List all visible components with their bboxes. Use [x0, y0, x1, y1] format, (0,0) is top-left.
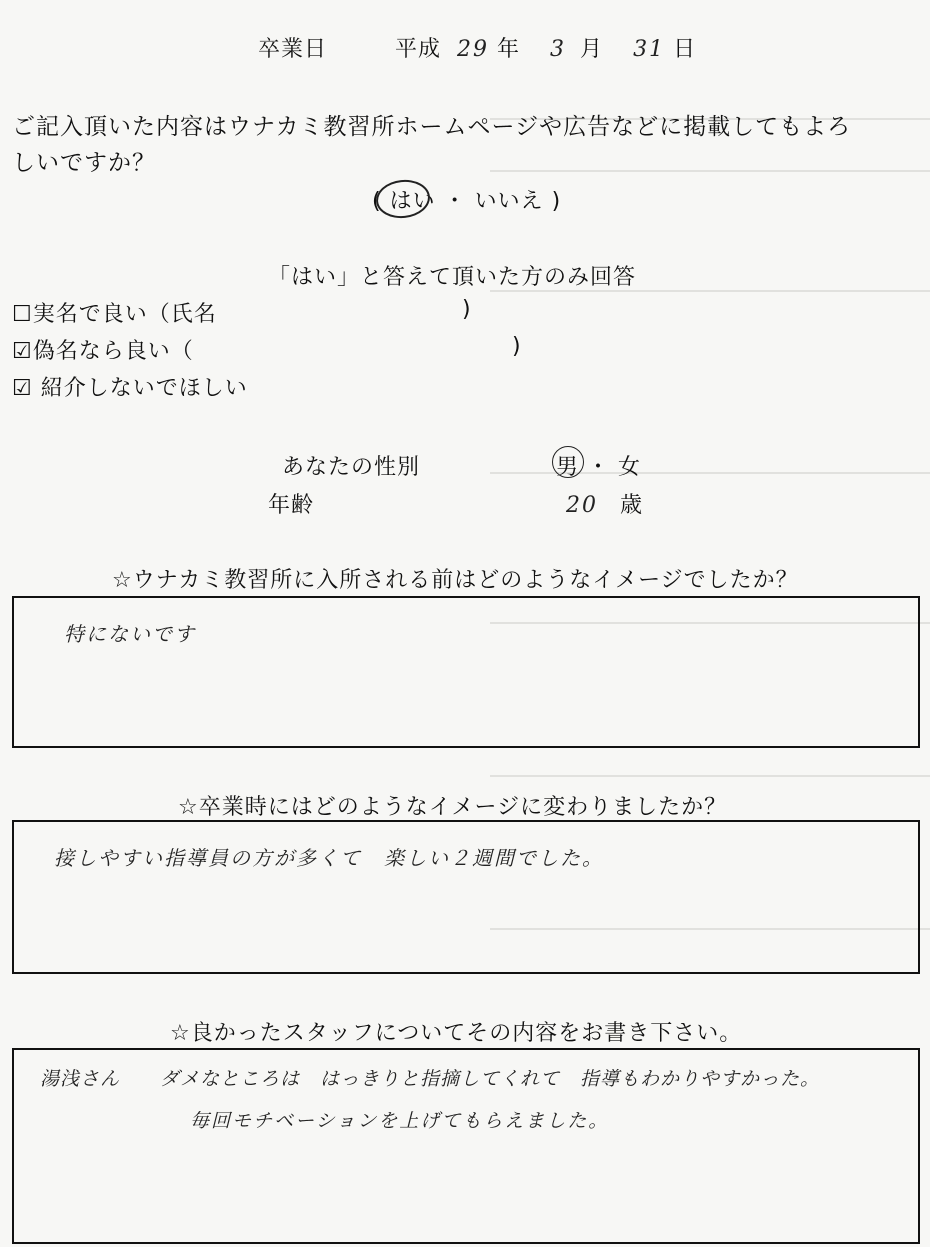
age-value: 20 — [566, 493, 598, 518]
answer-text-line: 湯浅さん ダメなところは はっきりと指摘してくれて 指導もわかりやすかった。 — [40, 1068, 821, 1090]
year-value: 29 — [457, 37, 490, 62]
name-option-real-close: ) — [462, 297, 472, 322]
day-unit: 日 — [673, 37, 697, 62]
year-unit: 年 — [497, 37, 521, 62]
consent-no-option[interactable]: いいえ — [474, 189, 544, 214]
age-label: 年齢 — [268, 493, 315, 518]
name-option-label: 偽名なら良い（ — [32, 339, 194, 364]
gender-separator: ・ — [587, 455, 611, 480]
name-option-label: 実名で良い（氏名 — [32, 302, 217, 327]
graduation-date-label: 卒業日 — [258, 37, 328, 62]
consent-yes-option[interactable]: はい — [389, 189, 436, 214]
age-row — [566, 488, 643, 519]
consent-open-paren: ( — [372, 189, 382, 214]
consent-question-line2: しいですか？ — [12, 150, 156, 176]
name-option-no-intro[interactable] — [12, 371, 248, 402]
day-value: 31 — [633, 37, 666, 62]
name-option-label: 紹介しないでほしい — [32, 376, 248, 401]
answer-box-staff[interactable] — [12, 1048, 920, 1244]
section-question-staff: ☆良かったスタッフについてその内容をお書き下さい。 — [170, 1021, 743, 1046]
answer-text-line: 毎回モチベーションを上げてもらえました。 — [190, 1110, 610, 1132]
name-options-heading: 「はい」と答えて頂いた方のみ回答 — [268, 265, 637, 290]
consent-close-paren: ) — [551, 189, 562, 214]
name-option-pseudonym-close: ) — [512, 334, 522, 359]
gender-male-circle-mark — [552, 446, 584, 478]
gender-male-option[interactable]: 男 — [556, 455, 580, 480]
answer-text-line: 特にないです — [64, 622, 196, 646]
consent-separator: ・ — [443, 189, 467, 214]
checkbox-checked-icon[interactable]: ☑ — [12, 376, 33, 401]
graduation-date-row — [258, 32, 696, 63]
answer-text-line: 接しやすい指導員の方が多くて 楽しい２週間でした。 — [54, 846, 604, 870]
answer-box-before[interactable] — [12, 596, 920, 748]
era-label: 平成 — [395, 37, 442, 62]
checkbox-checked-icon[interactable]: ☑ — [12, 339, 33, 364]
answer-box-after[interactable] — [12, 820, 920, 974]
age-unit: 歳 — [620, 493, 644, 518]
gender-female-option[interactable]: 女 — [618, 455, 642, 480]
name-option-pseudonym[interactable] — [12, 334, 194, 365]
gender-label: あなたの性別 — [282, 455, 421, 480]
month-value: 3 — [550, 37, 567, 62]
month-unit: 月 — [580, 37, 604, 62]
name-option-real[interactable] — [12, 297, 217, 328]
section-question-before: ☆ウナカミ教習所に入所される前はどのようなイメージでしたか？ — [112, 568, 799, 593]
checkbox-unchecked-icon[interactable]: ☐ — [12, 302, 33, 327]
section-question-after: ☆卒業時にはどのようなイメージに変わりましたか？ — [178, 795, 728, 820]
consent-question-line1: ご記入頂いた内容はウナカミ教習所ホームページや広告などに掲載してもよろ — [12, 114, 852, 140]
